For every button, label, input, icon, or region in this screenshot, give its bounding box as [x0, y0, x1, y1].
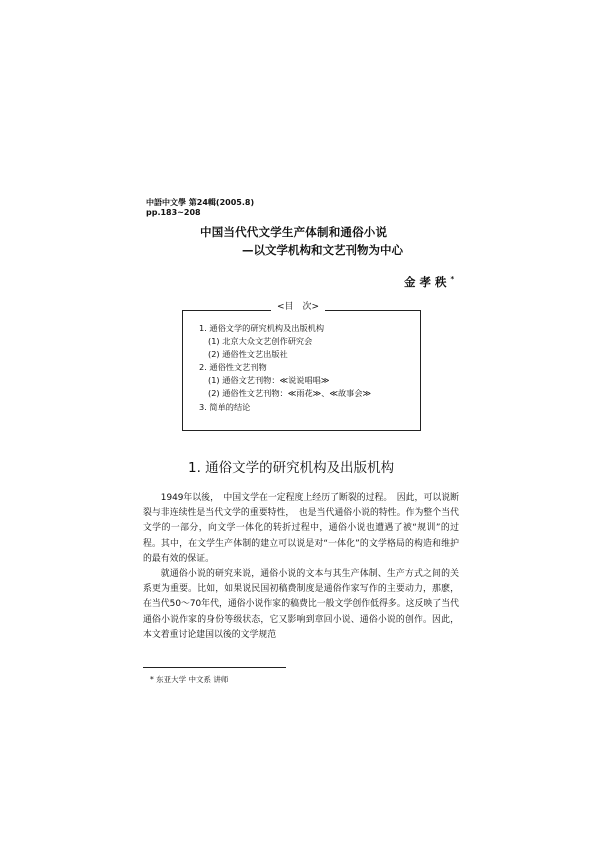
author-footnote-mark: *: [450, 275, 455, 284]
author-name: [404, 274, 454, 290]
page-range: pp.183~208: [146, 208, 201, 217]
toc-list: [199, 322, 371, 414]
journal-citation: 中語中文學 第24輯(2005.8): [146, 198, 255, 207]
toc-item: 2. 通俗性文艺刊物: [199, 362, 267, 373]
section-heading: 1. 通俗文学的研究机构及出版机构: [188, 460, 395, 476]
footnote: * 东亚大学 中文系 讲师: [150, 675, 229, 684]
body-text: [143, 491, 459, 643]
footnote-divider: [143, 667, 286, 668]
toc-item: (1) 北京大众文艺创作研究会: [208, 336, 313, 347]
author-name-text: 金孝秩: [404, 275, 451, 289]
paragraph: 1949年以後， 中国文学在一定程度上经历了断裂的过程。 因此，可以说断裂与非连续性是当代文学的重要特性， 也是当代通俗小说的特性。作为整个当代文学的一部分，向文学一体化的转折过程中，通俗小说也遭遇了被“规训”的过程。其中，在文学生产体制的建立可以说是对“一体化”的文学格局的构造和维护的最有效的保证。: [143, 493, 459, 564]
toc-item: 1. 通俗文学的研究机构及出版机构: [199, 323, 325, 333]
toc-item: (1) 通俗文艺刊物：≪说说唱唱≫: [208, 375, 330, 386]
article-subtitle: —以文学机构和文艺刊物为中心: [242, 243, 403, 257]
toc-item: (2) 通俗性文艺刊物：≪雨花≫、≪故事会≫: [208, 388, 372, 399]
toc-heading: <目 次>: [271, 302, 325, 313]
toc-item: 3. 简单的结论: [199, 401, 251, 412]
paragraph: 就通俗小说的研究来说，通俗小说的文本与其生产体制、生产方式之间的关系更为重要。比如，如果说民国初稿费制度是通俗作家写作的主要动力，那麽，在当代50～70年代，通俗小说作家的稿费比一般文学创作低得多。这反映了当代通俗小说作家的身份等级状态，它又影响到章回小说、通俗小说的创作。因此，本文着重讨论建国以後的文学规范: [143, 569, 459, 640]
toc-item: (2) 通俗性文艺出版社: [208, 349, 288, 360]
article-title: 中国当代代文学生产体制和通俗小说: [200, 225, 388, 239]
